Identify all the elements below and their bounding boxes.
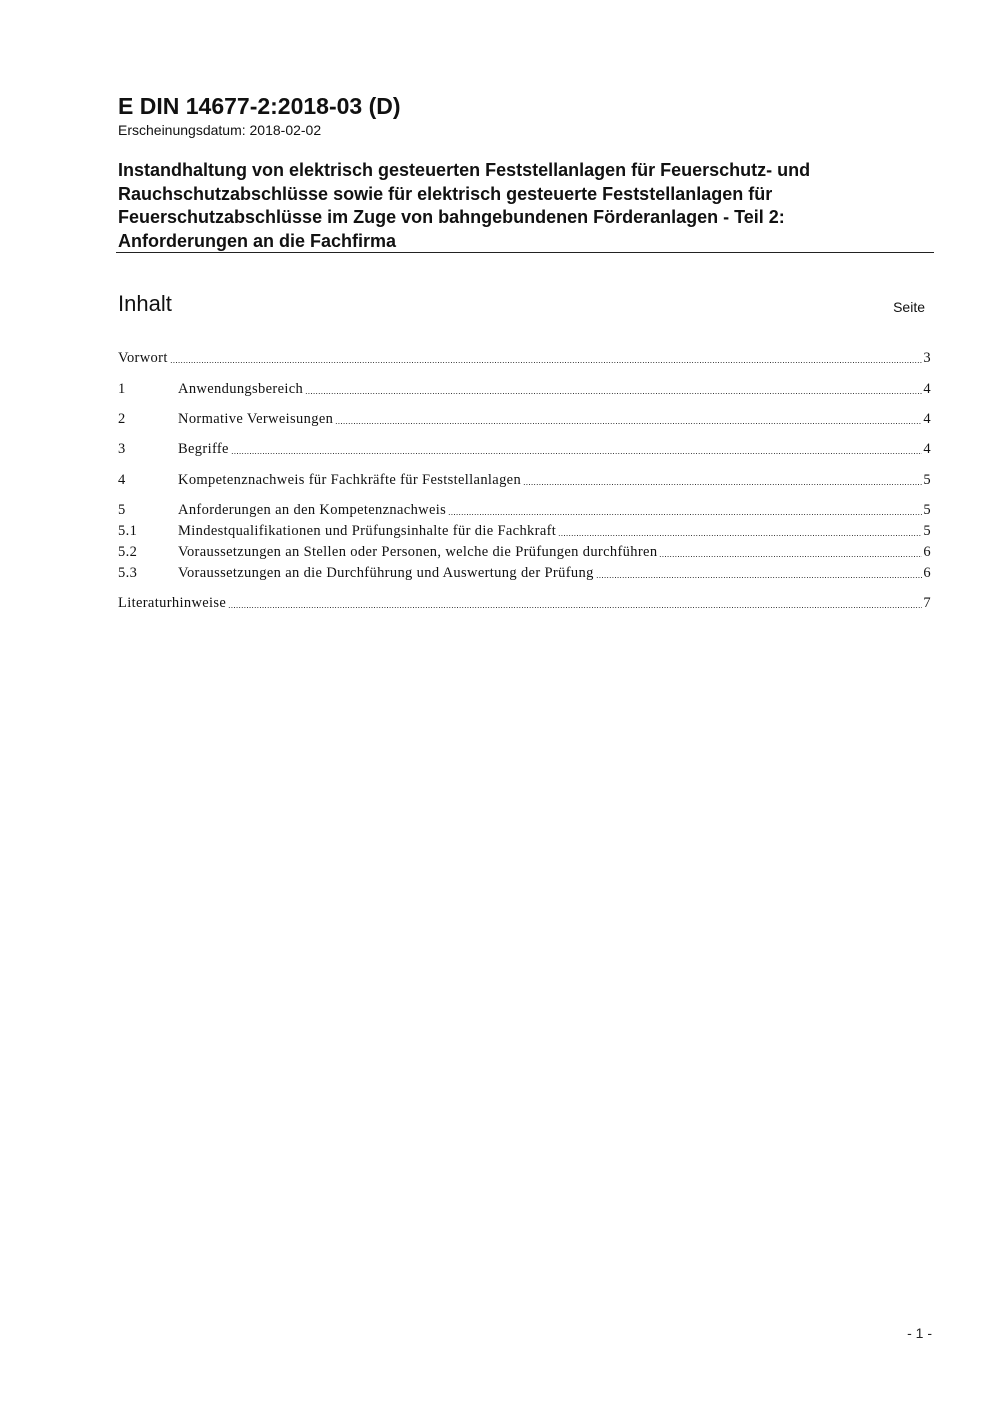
toc-entry-page: 4 [923,411,931,427]
toc-dot-leader [558,535,922,536]
toc-heading: Inhalt [118,291,172,316]
toc-entry-5-3[interactable] [118,563,931,583]
title-divider [116,252,934,253]
toc-entry-page: 7 [923,595,931,611]
toc-entry-text: Anforderungen an den Kompetenznachweis [178,502,447,518]
toc-entry-literaturhinweise[interactable] [118,593,931,613]
toc-entry-1[interactable] [118,379,931,399]
toc-entry-5-1[interactable] [118,521,931,541]
toc-entry-page: 6 [923,544,931,560]
toc-entry-text: Kompetenznachweis für Fachkräfte für Feststellanlagen [178,472,522,488]
toc-entry-2[interactable] [118,409,931,429]
toc-entry-text: Mindestqualifikationen und Prüfungsinhalte für die Fachkraft [178,523,557,539]
toc-entry-page: 5 [923,502,931,518]
toc-entry-page: 5 [923,523,931,539]
toc-dot-leader [170,362,923,363]
toc-dot-leader [335,423,922,424]
toc-entry-text: Voraussetzungen an die Durchführung und Auswertung der Prüfung [178,565,594,581]
toc-entry-page: 5 [923,472,931,488]
toc-entry-4[interactable] [118,470,931,490]
toc-entry-text: Begriffe [178,441,229,457]
toc-dot-leader [659,556,922,557]
toc-entry-number: 5.2 [118,544,138,560]
toc-entry-number: 5 [118,502,126,518]
page-number: - 1 - [907,1325,932,1341]
toc-entry-5-2[interactable] [118,542,931,562]
toc-entry-page: 4 [923,441,931,457]
release-date: Erscheinungsdatum: 2018-02-02 [118,122,322,138]
toc-dot-leader [448,514,922,515]
toc-entry-vorwort[interactable] [118,348,931,368]
toc-dot-leader [305,393,922,394]
toc-entry-5[interactable] [118,500,931,520]
toc-page-label: Seite [893,299,925,315]
toc-dot-leader [523,484,922,485]
title-line: Rauchschutzabschlüsse sowie für elektrisch gesteuerte Feststellanlagen für [118,183,773,204]
toc-entry-text: Normative Verweisungen [178,411,334,427]
toc-entry-number: 2 [118,411,126,427]
document-title [118,159,933,253]
toc-entry-text: Literaturhinweise [118,595,227,611]
title-line: Anforderungen an die Fachfirma [118,230,397,251]
toc-entry-page: 4 [923,381,931,397]
toc-entry-page: 6 [923,565,931,581]
title-line: Feuerschutzabschlüsse im Zuge von bahngebundenen Förderanlagen - Teil 2: [118,207,785,227]
title-line: Instandhaltung von elektrisch gesteuerten Feststellanlagen für Feuerschutz- und [118,160,811,180]
toc-entry-3[interactable] [118,439,931,459]
toc-entry-number: 3 [118,441,126,457]
toc-entry-text: Voraussetzungen an Stellen oder Personen, welche die Prüfungen durchführen [178,544,658,560]
toc-entry-number: 5.3 [118,565,138,581]
toc-entry-text: Vorwort [118,350,168,366]
toc-entry-number: 4 [118,472,126,488]
toc-dot-leader [228,607,922,608]
document-id: E DIN 14677-2:2018-03 (D) [118,93,401,119]
toc-dot-leader [596,577,923,578]
toc-entry-number: 1 [118,381,126,397]
toc-dot-leader [231,453,923,454]
toc-entry-page: 3 [923,350,931,366]
toc-entry-text: Anwendungsbereich [178,381,304,397]
toc-entry-number: 5.1 [118,523,138,539]
